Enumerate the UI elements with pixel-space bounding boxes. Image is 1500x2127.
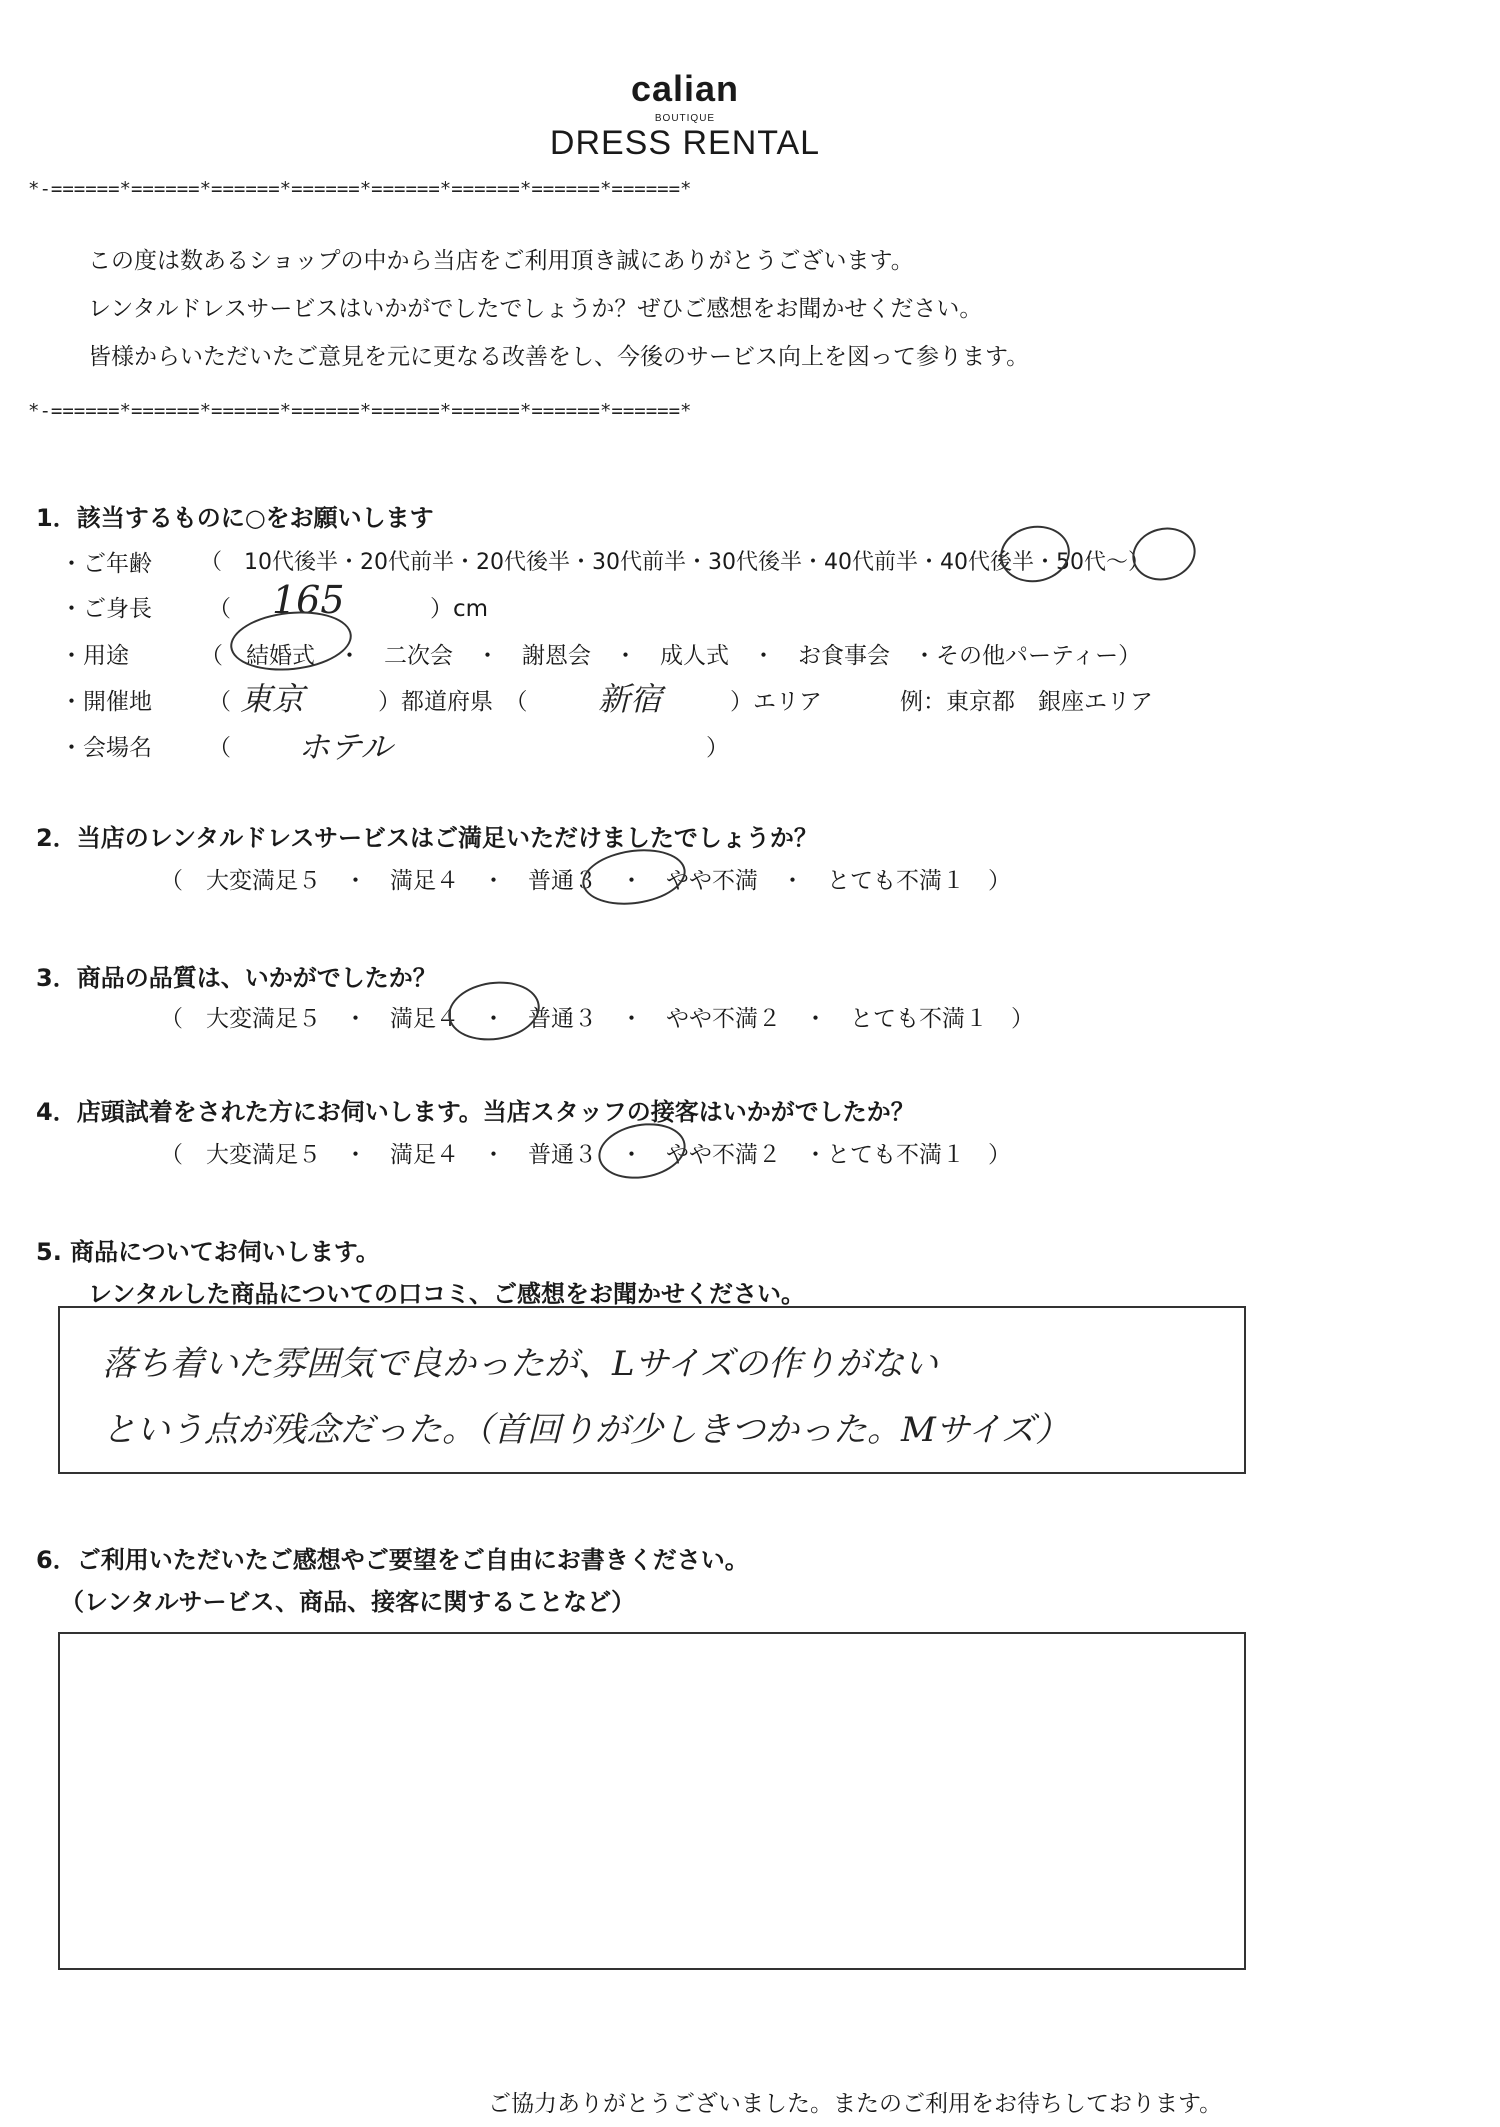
prefecture-value: 東京 <box>240 680 305 718</box>
q6-answer-box <box>58 1632 1246 1970</box>
prefecture-suffix: ）都道府県 （ <box>378 689 528 715</box>
q4-options: （ 大変満足５ ・ 満足４ ・ 普通３ ・ やや不満２ ・とても不満１ ） <box>160 1142 1011 1168</box>
q5-subtitle: レンタルした商品についての口コミ、ご感想をお聞かせください。 <box>88 1280 805 1308</box>
intro-line-3: 皆様からいただいたご意見を元に更なる改善をし、今後のサービス向上を図って参ります。 <box>88 344 1030 370</box>
place-value: ホテル <box>298 728 393 766</box>
venue-label: ・開催地 <box>60 689 152 715</box>
footer-thanks: ご協力ありがとうございました。またのご利用をお待ちしております。 <box>488 2091 1223 2117</box>
q3-title: 3．商品の品質は、いかがでしたか？ <box>36 964 437 992</box>
q5-title: 5. 商品についてお伺いします。 <box>36 1238 380 1266</box>
q1-title: 1．該当するものに○をお願いします <box>36 504 434 532</box>
place-open: （ <box>208 735 231 761</box>
venue-open: （ <box>208 689 231 715</box>
q2-circle-mark <box>579 843 690 911</box>
divider-bottom: *-======*======*======*======*======*======*======*======* <box>28 400 692 422</box>
age-options: （ 10代後半・20代前半・20代後半・30代前半・30代後半・40代前半・40代後半・50代～） <box>200 550 1150 575</box>
q2-options: （ 大変満足５ ・ 満足４ ・ 普通３ ・ やや不満 ・ とても不満１ ） <box>160 868 1011 894</box>
q3-circle-mark <box>444 976 543 1046</box>
q5-answer-line-1: 落ち着いた雰囲気で良かったが、Lサイズの作りがない <box>102 1344 938 1384</box>
height-value: 165 <box>272 578 345 622</box>
height-open: （ <box>208 596 231 622</box>
height-unit: ）cm <box>430 596 489 622</box>
age-circle-mark-2 <box>1126 521 1201 588</box>
q6-title: 6．ご利用いただいたご感想やご要望をご自由にお書きください。 <box>36 1546 749 1574</box>
logo-title: DRESS RENTAL <box>549 124 821 162</box>
q4-circle-mark <box>594 1117 690 1185</box>
intro-line-1: この度は数あるショップの中から当店をご利用頂き誠にありがとうございます。 <box>88 248 914 274</box>
place-label: ・会場名 <box>60 735 152 761</box>
age-label: ・ご年齢 <box>60 551 152 577</box>
q6-subtitle: （レンタルサービス、商品、接客に関することなど） <box>60 1588 636 1616</box>
logo-sub: BOUTIQUE <box>654 113 716 124</box>
purpose-options: （ 結婚式 ・ 二次会 ・ 謝恩会 ・ 成人式 ・ お食事会 ・その他パーティー） <box>200 643 1142 669</box>
logo-brand: calian <box>630 68 740 109</box>
q5-answer-box <box>58 1306 1246 1474</box>
venue-example: 例：東京都 銀座エリア <box>900 689 1153 715</box>
purpose-label: ・用途 <box>60 643 129 669</box>
intro-line-2: レンタルドレスサービスはいかがでしたでしょうか？ぜひご感想をお聞かせください。 <box>88 296 983 322</box>
height-label: ・ご身長 <box>60 596 152 622</box>
q3-options: （ 大変満足５ ・ 満足４ ・ 普通３ ・ やや不満２ ・ とても不満１ ） <box>160 1006 1034 1032</box>
q2-title: 2．当店のレンタルドレスサービスはご満足いただけましたでしょうか？ <box>36 824 818 852</box>
q5-answer-line-2: という点が残念だった。（首回りが少しきつかった。Mサイズ） <box>102 1410 1070 1450</box>
area-suffix: ）エリア <box>730 689 822 715</box>
place-close: ） <box>706 735 729 761</box>
divider-top: *-======*======*======*======*======*======*======*======* <box>28 178 692 200</box>
area-value: 新宿 <box>598 680 663 718</box>
q4-title: 4．店頭試着をされた方にお伺いします。当店スタッフの接客はいかがでしたか？ <box>36 1098 915 1126</box>
age-circle-mark <box>996 520 1075 587</box>
